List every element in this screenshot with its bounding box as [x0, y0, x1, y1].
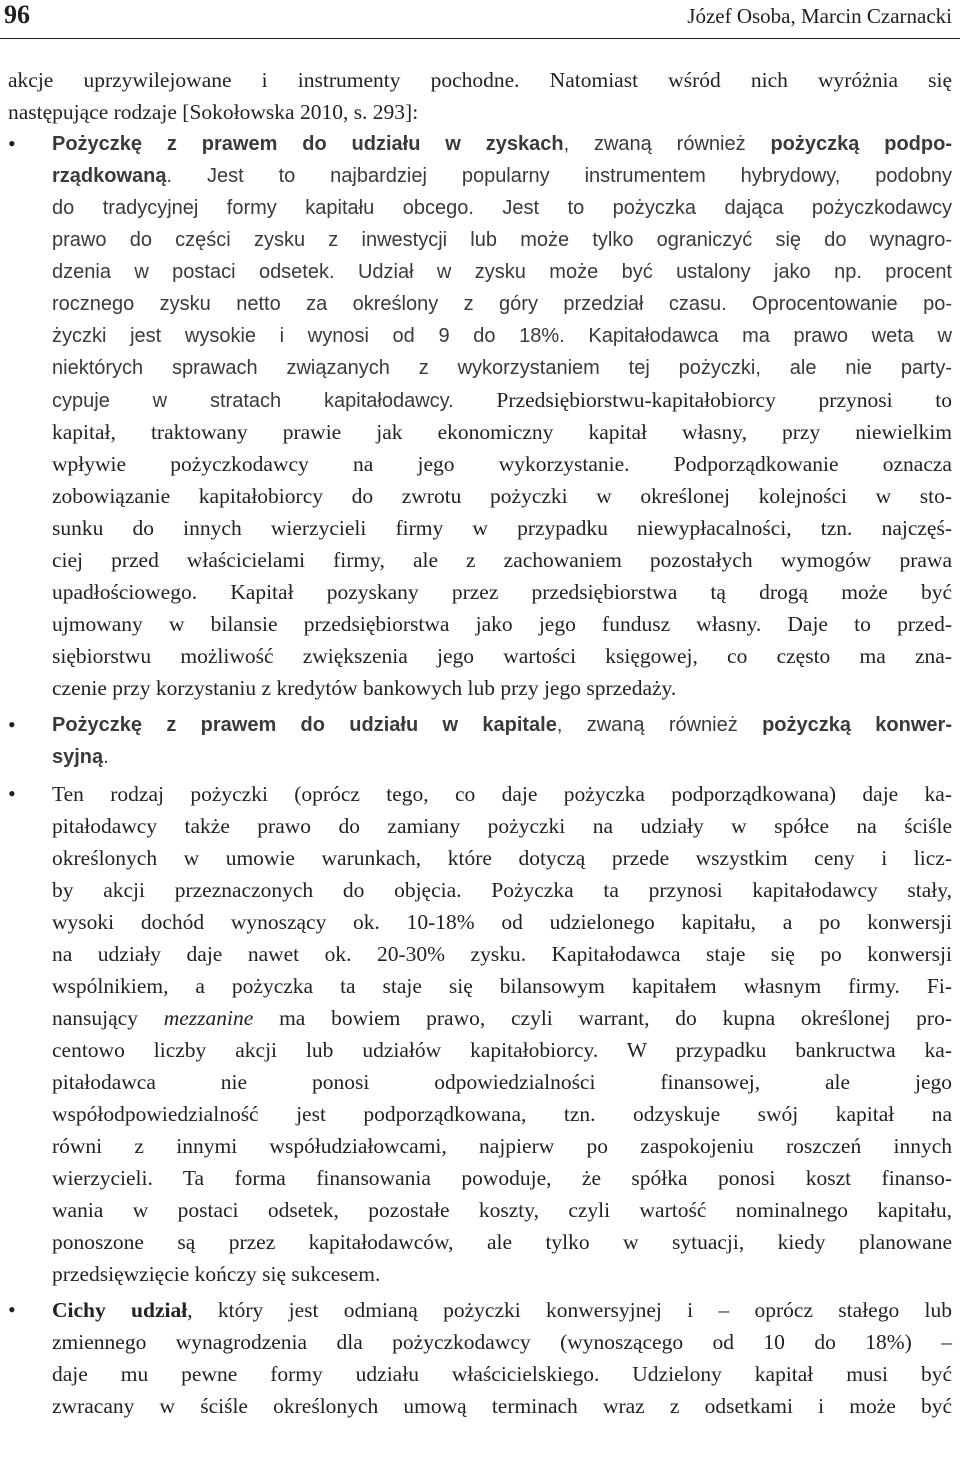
- bold-term: syjną: [52, 746, 104, 768]
- text-line: [52, 1294, 952, 1326]
- bold-term: Pożyczkę z prawem do udziału w kapitale: [52, 714, 557, 736]
- text-line: daje mu pewne formy udziału właścicielskiego. Udzielony kapitał musi być: [52, 1362, 952, 1386]
- text-line: życzki jest wysokie i wynosi od 9 do 18%. Kapitałodawca ma prawo weta w: [52, 325, 952, 347]
- page-number: 96: [4, 0, 30, 29]
- text-line: zwracany w ściśle określonych umową terminach wraz z odsetkami i może być: [52, 1394, 952, 1418]
- text-line: [52, 448, 952, 480]
- text-span: cypuje w stratach kapitałodawcy.: [52, 390, 454, 412]
- text-line: czenie przy korzystaniu z kredytów bankowych lub przy jego sprzedaży.: [52, 676, 677, 700]
- text-line: by akcji przeznaczonych do objęcia. Pożyczka ta przynosi kapitałodawcy stały,: [52, 878, 952, 902]
- text-line: dzenia w postaci odsetek. Udział w zysku może być ustalony jako np. procent: [52, 261, 952, 283]
- bullet-marker: •: [8, 131, 16, 156]
- text-line: [52, 128, 952, 160]
- text-line: wysoki dochód wynoszący ok. 10-18% od udzielonego kapitału, a po konwersji: [52, 910, 952, 934]
- text-span: ma bowiem prawo, czyli warrant, do kupna określonej pro-: [253, 1006, 953, 1030]
- text-line: prawo do części zysku z inwestycji lub może tylko ograniczyć się do wynagro-: [52, 229, 952, 251]
- text-line: rocznego zysku netto za określony z góry przedział czasu. Oprocentowanie po-: [52, 293, 952, 315]
- text-line: [52, 384, 952, 416]
- header-rule: [0, 38, 960, 39]
- running-head: Józef Osoba, Marcin Czarnacki: [687, 4, 952, 28]
- text-line: ujmowany w bilansie przedsiębiorstwa jako jego fundusz własny. Daje to przed-: [52, 612, 952, 636]
- text-span: wpływie pożyczkodawcy na jego wykorzystanie.: [52, 452, 630, 476]
- text-span: .: [103, 746, 109, 768]
- text-line: [52, 1002, 952, 1034]
- text-line: zobowiązanie kapitałobiorcy do zwrotu pożyczki w określonej kolejności w sto-: [52, 484, 952, 508]
- bullet-marker: •: [8, 781, 16, 806]
- text-line: Ten rodzaj pożyczki (oprócz tego, co daje pożyczka podporządkowana) daje ka-: [52, 782, 952, 806]
- text-span: . Jest to najbardziej popularny instrumentem hybrydowy, podobny: [166, 165, 952, 187]
- bold-term: pożyczką podpo-: [770, 133, 952, 155]
- bullet-marker: •: [8, 712, 16, 737]
- bold-term: Pożyczkę z prawem do udziału w zyskach: [52, 133, 564, 155]
- bullet-marker: •: [8, 1297, 16, 1322]
- text-line: następujące rodzaje [Sokołowska 2010, s. 293]:: [8, 100, 419, 124]
- bold-term: rządkowaną: [52, 165, 167, 187]
- text-line: zmiennego wynagrodzenia dla pożyczkodawcy (wynoszącego od 10 do 18%) –: [52, 1330, 952, 1354]
- text-line: określonych w umowie warunkach, które dotyczą przede wszystkim ceny i licz-: [52, 846, 952, 870]
- text-line: wierzycieli. Ta forma finansowania powoduje, że spółka ponosi koszt finanso-: [52, 1166, 952, 1190]
- text-line: centowo liczby akcji lub udziałów kapitałobiorcy. W przypadku bankructwa ka-: [52, 1038, 952, 1062]
- text-span: Przedsiębiorstwu-kapitałobiorcy przynosi to: [453, 388, 952, 412]
- bold-term: pożyczką konwer-: [762, 714, 952, 736]
- text-span: Podporządkowanie oznacza: [629, 452, 952, 476]
- text-line: wania w postaci odsetek, pozostałe koszty, czyli wartość nominalnego kapitału,: [52, 1198, 952, 1222]
- text-line: akcje uprzywilejowane i instrumenty pochodne. Natomiast wśród nich wyróżnia się: [8, 68, 952, 92]
- bold-term: Cichy udział: [52, 1298, 188, 1322]
- text-span: nansujący: [52, 1006, 164, 1030]
- text-line: [52, 160, 952, 192]
- italic-term: mezzanine: [163, 1006, 254, 1030]
- text-line: [52, 741, 952, 773]
- text-line: [52, 709, 952, 741]
- text-line: do tradycyjnej formy kapitału obcego. Jest to pożyczka dająca pożyczkodawcy: [52, 197, 952, 219]
- text-span: , zwaną również: [563, 133, 771, 155]
- page-header: [0, 0, 960, 36]
- text-line: pitałodawca nie ponosi odpowiedzialności finansowej, ale jego: [52, 1070, 952, 1094]
- text-line: pitałodawcy także prawo do zamiany pożyczki na udziały w spółce na ściśle: [52, 814, 952, 838]
- text-line: niektórych sprawach związanych z wykorzystaniem tej pożyczki, ale nie party-: [52, 357, 952, 379]
- text-line: współodpowiedzialność jest podporządkowana, tzn. odzyskuje swój kapitał na: [52, 1102, 952, 1126]
- text-line: na udziały daje nawet ok. 20-30% zysku. Kapitałodawca staje się po konwersji: [52, 942, 952, 966]
- text-line: ciej przed właścicielami firmy, ale z zachowaniem pozostałych wymogów prawa: [52, 548, 952, 572]
- text-line: siębiorstwu możliwość zwiększenia jego wartości księgowej, co często ma zna-: [52, 644, 952, 668]
- text-line: kapitał, traktowany prawie jak ekonomiczny kapitał własny, przy niewielkim: [52, 420, 952, 444]
- text-line: przedsięwzięcie kończy się sukcesem.: [52, 1262, 381, 1286]
- text-line: ponoszone są przez kapitałodawców, ale tylko w sytuacji, kiedy planowane: [52, 1230, 952, 1254]
- text-line: wspólnikiem, a pożyczka ta staje się bilansowym kapitałem własnym firmy. Fi-: [52, 974, 952, 998]
- text-span: , zwaną również: [556, 714, 763, 736]
- text-line: sunku do innych wierzycieli firmy w przypadku niewypłacalności, tzn. najczęś-: [52, 516, 952, 540]
- text-line: upadłościowego. Kapitał pozyskany przez przedsiębiorstwa tą drogą może być: [52, 580, 952, 604]
- text-line: równi z innymi współudziałowcami, najpierw po zaspokojeniu roszczeń innych: [52, 1134, 952, 1158]
- text-span: , który jest odmianą pożyczki konwersyjnej i – oprócz stałego lub: [187, 1298, 952, 1322]
